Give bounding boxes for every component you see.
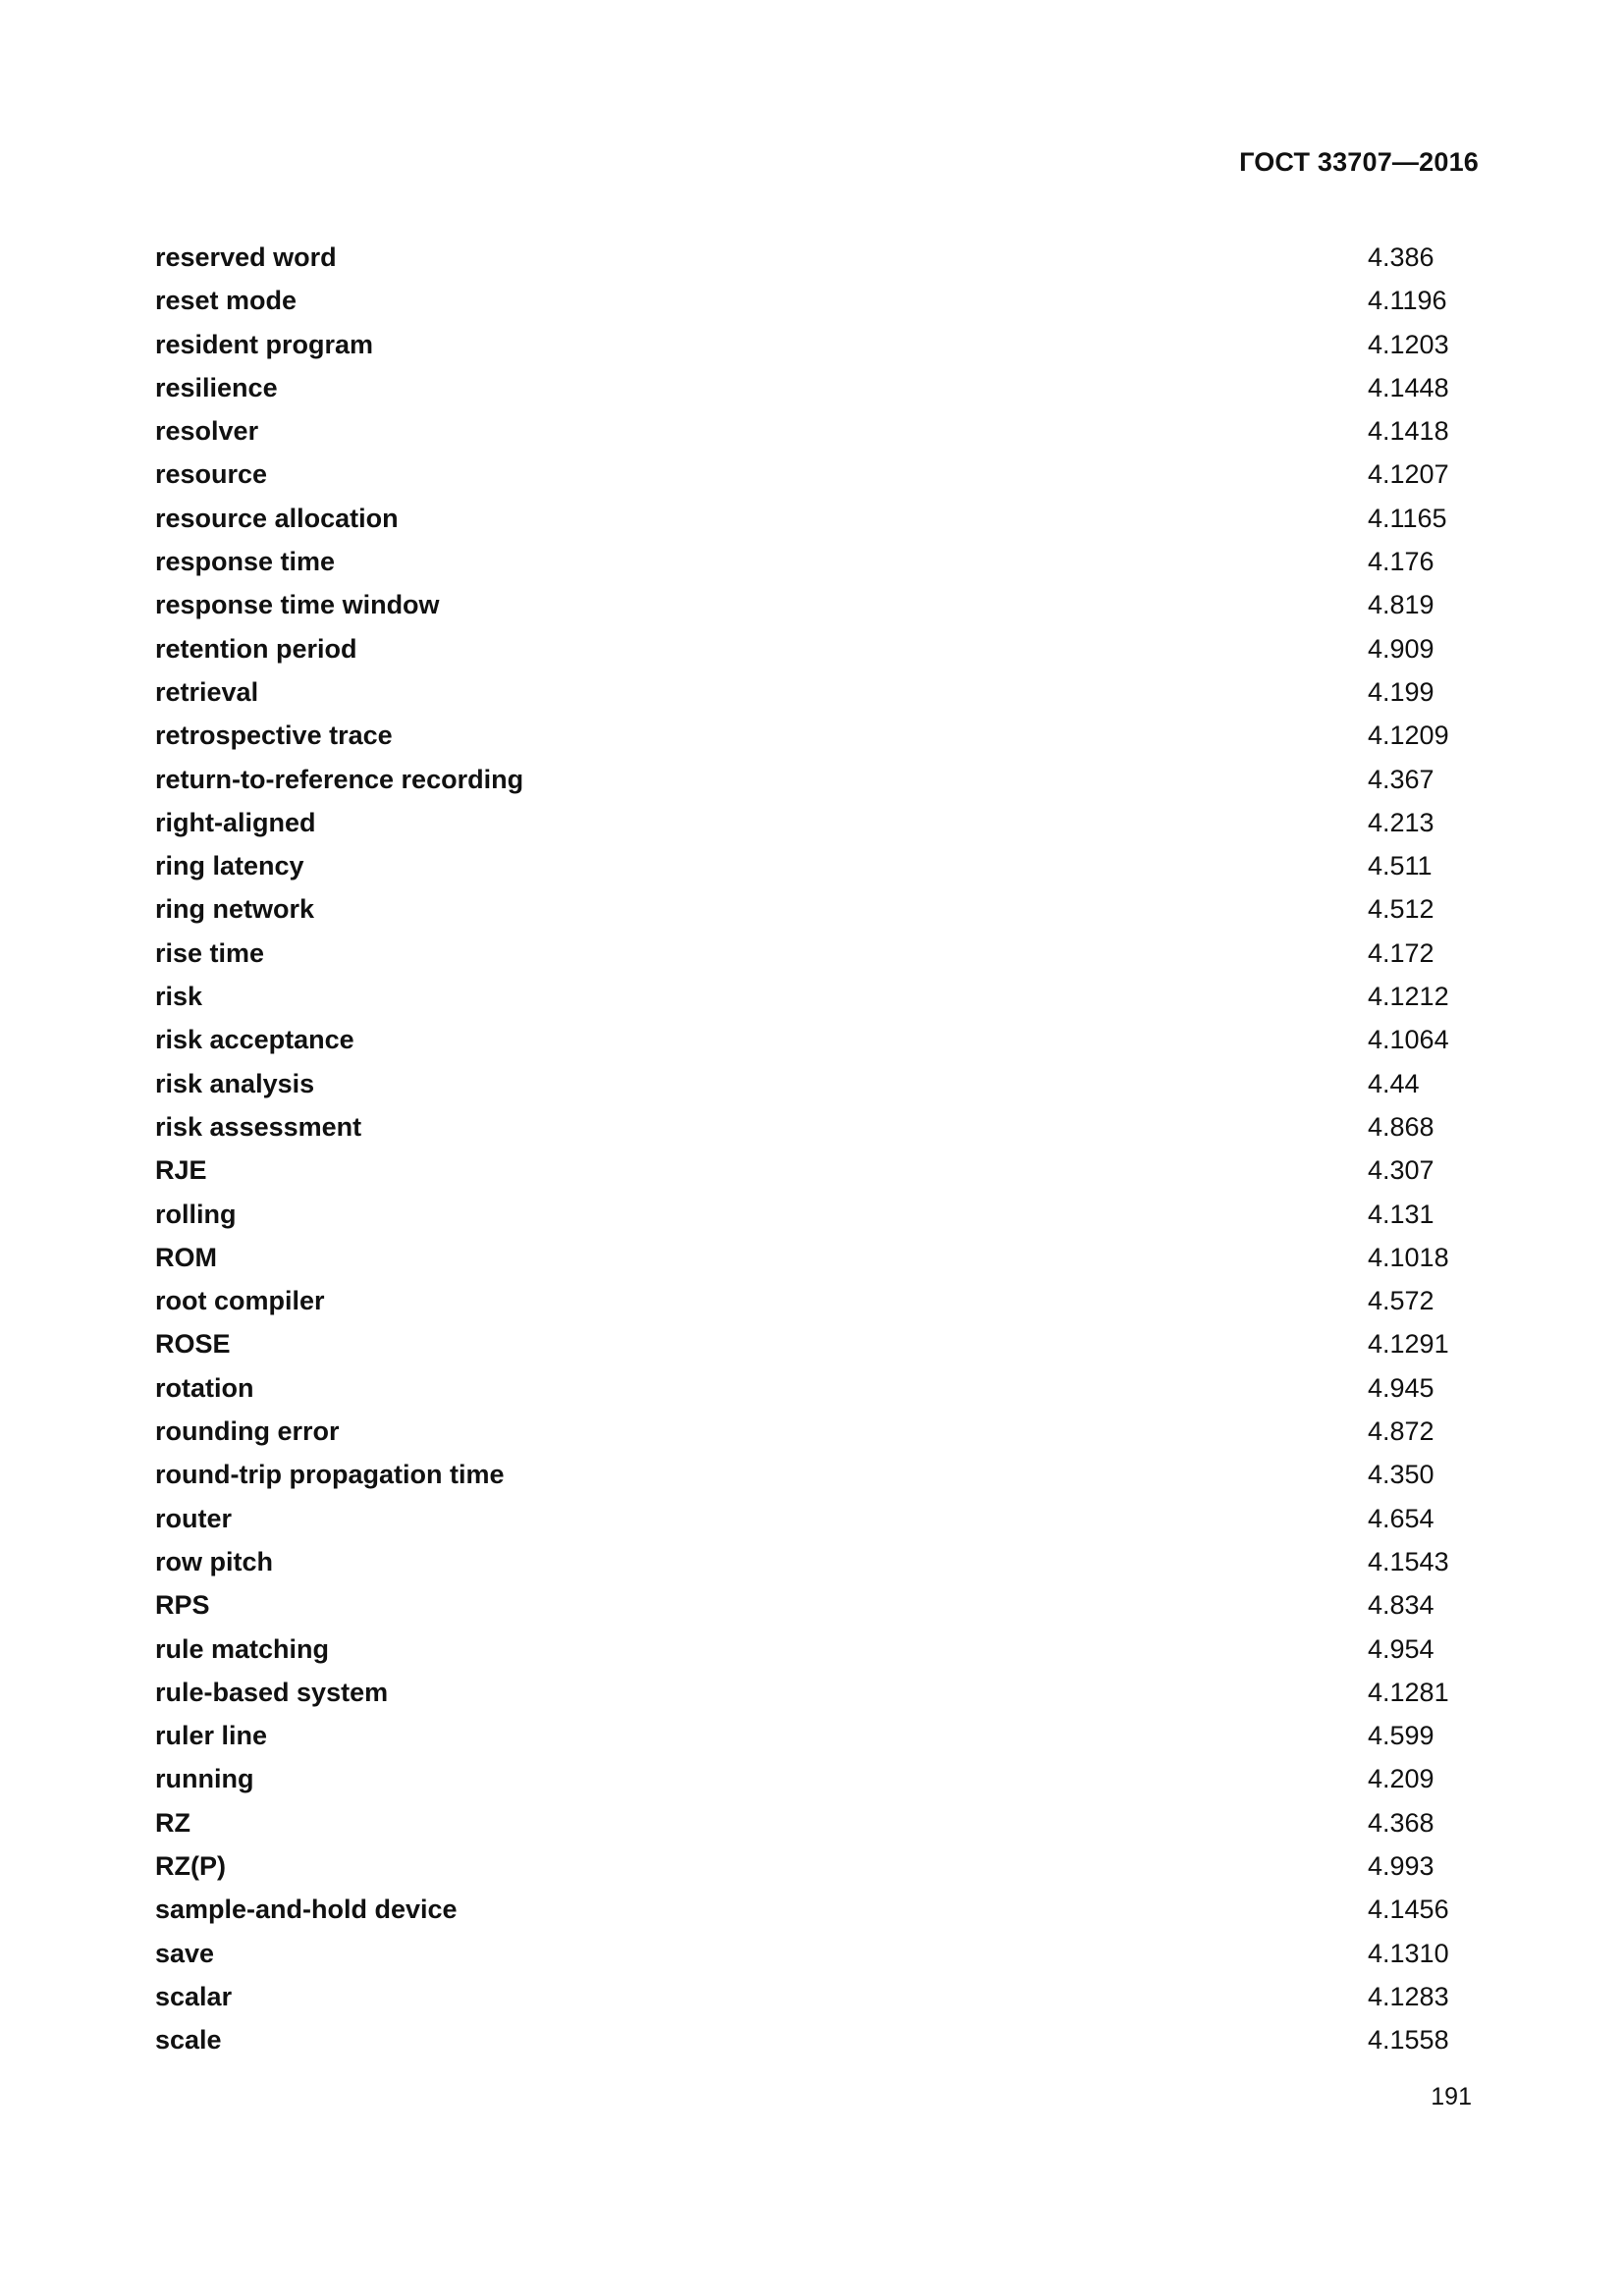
index-term: risk analysis [155,1068,315,1098]
index-reference: 4.1418 [1368,416,1449,447]
index-term: response time window [155,590,440,620]
index-reference: 4.654 [1368,1503,1435,1533]
index-entry [155,1583,1481,1627]
index-entry [155,1932,1481,1975]
index-term: router [155,1503,233,1533]
index-term: retrieval [155,676,259,707]
index-term: RJE [155,1155,207,1186]
index-reference: 4.1212 [1368,982,1449,1012]
index-entry [155,583,1481,626]
index-term: RPS [155,1590,210,1621]
index-term: rule matching [155,1633,330,1664]
index-reference: 4.993 [1368,1850,1435,1881]
index-entry [155,1105,1481,1148]
index-entry [155,1844,1481,1888]
index-entry [155,540,1481,583]
index-term: ring network [155,894,315,925]
index-entry [155,1801,1481,1844]
index-term: resource [155,459,268,490]
index-term: reset mode [155,286,298,316]
index-term: row pitch [155,1546,273,1576]
index-entry [155,1714,1481,1757]
index-entry [155,1628,1481,1671]
index-reference: 4.367 [1368,764,1435,794]
index-reference: 4.1207 [1368,459,1449,490]
index-term: ring latency [155,851,304,881]
index-entry [155,1497,1481,1540]
index-term: reserved word [155,242,337,272]
index-entry [155,1888,1481,1931]
index-reference: 4.1064 [1368,1025,1449,1055]
index-entry [155,887,1481,931]
index-term: ROM [155,1242,217,1272]
index-entry [155,1757,1481,1800]
index-reference: 4.350 [1368,1460,1435,1490]
index-entry [155,1322,1481,1365]
index-reference: 4.834 [1368,1590,1435,1621]
index-entry [155,801,1481,844]
index-reference: 4.511 [1368,851,1433,881]
index-term: save [155,1938,215,1968]
index-term: risk acceptance [155,1025,354,1055]
index-term: retrospective trace [155,721,393,751]
index-reference: 4.599 [1368,1721,1435,1751]
index-term: round-trip propagation time [155,1460,505,1490]
index-term: return-to-reference recording [155,764,524,794]
index-reference: 4.872 [1368,1416,1435,1447]
index-term: ruler line [155,1721,268,1751]
index-term: risk [155,982,203,1012]
index-reference: 4.131 [1368,1199,1435,1229]
index-reference: 4.1018 [1368,1242,1449,1272]
index-reference: 4.1310 [1368,1938,1449,1968]
index-term: scalar [155,1981,233,2011]
index-entry [155,279,1481,322]
index-term: response time [155,547,336,577]
index-reference: 4.1196 [1368,286,1447,316]
index-term: retention period [155,633,357,664]
index-term: sample-and-hold device [155,1895,458,1925]
page-number: 191 [1431,2083,1472,2110]
index-entry [155,1453,1481,1496]
index-entry [155,1193,1481,1236]
index-reference: 4.1203 [1368,329,1449,359]
index-term: risk assessment [155,1111,362,1142]
index-entry [155,1410,1481,1453]
index-reference: 4.199 [1368,676,1435,707]
index-entry [155,758,1481,801]
index-entry [155,1236,1481,1279]
index-reference: 4.572 [1368,1286,1435,1316]
index-reference: 4.1283 [1368,1981,1449,2011]
index-term: resident program [155,329,374,359]
index-reference: 4.386 [1368,242,1435,272]
index-term: right-aligned [155,807,316,837]
index-entry [155,409,1481,453]
index-reference: 4.909 [1368,633,1435,664]
index-entry [155,1018,1481,1061]
index-reference: 4.512 [1368,894,1435,925]
index-term: rolling [155,1199,237,1229]
index-term: resilience [155,372,278,402]
index-entry [155,844,1481,887]
index-reference: 4.1448 [1368,372,1449,402]
index-reference: 4.954 [1368,1633,1435,1664]
index-reference: 4.1558 [1368,2025,1449,2056]
index-reference: 4.1543 [1368,1546,1449,1576]
index-reference: 4.868 [1368,1111,1435,1142]
index-reference: 4.307 [1368,1155,1435,1186]
index-entry [155,670,1481,714]
index-term: rise time [155,937,265,968]
index-entry [155,1540,1481,1583]
index-term: running [155,1764,254,1794]
index-term: RZ(P) [155,1850,226,1881]
index-term: rotation [155,1372,254,1403]
index-reference: 4.1165 [1368,503,1447,533]
index-entry [155,2018,1481,2061]
index-entry [155,932,1481,975]
index-reference: 4.209 [1368,1764,1435,1794]
index-entry [155,1366,1481,1410]
index-term: RZ [155,1807,190,1838]
index-reference: 4.44 [1368,1068,1420,1098]
index-entry [155,975,1481,1018]
index-entry [155,1279,1481,1322]
index-entry [155,714,1481,757]
index-term: rule-based system [155,1677,389,1707]
index-entry [155,627,1481,670]
index-reference: 4.213 [1368,807,1435,837]
index-reference: 4.945 [1368,1372,1435,1403]
index-reference: 4.1209 [1368,721,1449,751]
index-entry [155,236,1481,279]
index-reference: 4.172 [1368,937,1435,968]
index-reference: 4.176 [1368,547,1435,577]
index-entry [155,323,1481,366]
index-reference: 4.368 [1368,1807,1435,1838]
index-entry [155,1062,1481,1105]
index-term: root compiler [155,1286,325,1316]
index-reference: 4.819 [1368,590,1435,620]
index-entry [155,366,1481,409]
index-term: resolver [155,416,259,447]
index-entry [155,497,1481,540]
index-term: rounding error [155,1416,340,1447]
document-header: ГОСТ 33707—2016 [1239,147,1479,177]
index-entry [155,1975,1481,2018]
index-term: ROSE [155,1329,231,1360]
index-list [155,236,1481,2061]
index-term: scale [155,2025,222,2056]
index-entry [155,1148,1481,1192]
index-reference: 4.1456 [1368,1895,1449,1925]
index-entry [155,453,1481,496]
index-reference: 4.1281 [1368,1677,1449,1707]
index-reference: 4.1291 [1368,1329,1449,1360]
index-entry [155,1671,1481,1714]
index-term: resource allocation [155,503,399,533]
